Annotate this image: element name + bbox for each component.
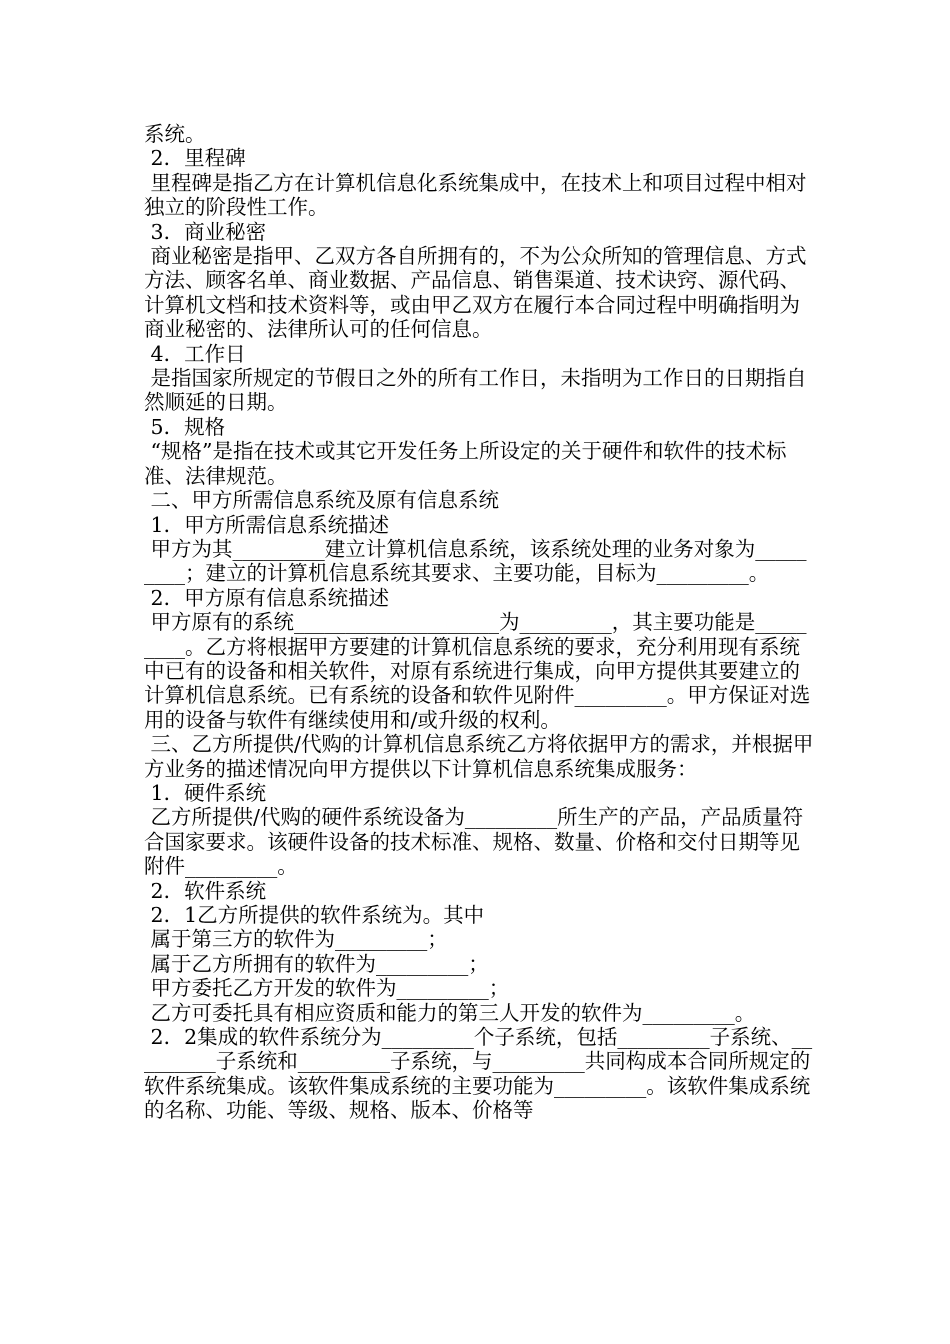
paragraph: 甲方委托乙方开发的软件为_________； xyxy=(144,976,510,1001)
chapter-heading: 二、甲方所需信息系统及原有信息系统 xyxy=(144,488,500,513)
paragraph: 乙方可委托具有相应资质和能力的第三人开发的软件为_________。 xyxy=(144,1000,756,1025)
paragraph: 2．1乙方所提供的软件系统为。其中 xyxy=(144,903,485,927)
paragraph: 里程碑是指乙方在计算机信息化系统集成中，在技术上和项目过程中相对独立的阶段性工作。 xyxy=(144,170,807,220)
paragraph: 属于乙方所拥有的软件为_________； xyxy=(144,951,489,976)
paragraph: 乙方所提供/代购的硬件系统设备为_________所生产的产品，产品质量符合国家要求。该硬件设备的技术标准、规格、数量、价格和交付日期等见附件_________。 xyxy=(144,805,804,879)
section-heading: 5．规格 xyxy=(144,414,226,439)
paragraph: 2．2集成的软件系统分为_________个子系统，包括_________子系统、_________子系统和_________子系统，与_________共同构成本合同所规定的软件系统集成。该软件集成系统的主要功能为_________。该软件集成系统的名称、功能、等级、规格、版本、价格等 xyxy=(144,1025,813,1123)
document-body xyxy=(144,122,816,1123)
paragraph: 甲方为其_________建立计算机信息系统，该系统处理的业务对象为_________；建立的计算机信息系统其要求、主要功能，目标为_________。 xyxy=(144,536,807,586)
paragraph: 是指国家所规定的节假日之外的所有工作日，未指明为工作日的日期指自然顺延的日期。 xyxy=(144,366,807,415)
section-heading: 4．工作日 xyxy=(144,341,246,366)
section-heading: 2．甲方原有信息系统描述 xyxy=(144,585,390,610)
paragraph: 商业秘密是指甲、乙双方各自所拥有的，不为公众所知的管理信息、方式方法、顾客名单、商业数据、产品信息、销售渠道、技术诀窍、源代码、计算机文档和技术资料等，或由甲乙双方在履行本合同过程中明确指明为商业秘密的、法律所认可的任何信息。 xyxy=(144,244,807,342)
chapter-heading: 三、乙方所提供/代购的计算机信息系统乙方将依据甲方的需求，并根据甲方业务的描述情况向甲方提供以下计算机信息系统集成服务： xyxy=(144,732,814,781)
section-heading: 3．商业秘密 xyxy=(144,219,267,244)
paragraph: 甲方原有的系统____________________为_________，其主要功能是_________。乙方将根据甲方要建的计算机信息系统的要求，充分利用现有系统中已有的设备和相关软件，对原有系统进行集成，向甲方提供其要建立的计算机信息系统。已有系统的设备和软件见附件_________。甲方保证对选用的设备与软件有继续使用和/或升级的权利。 xyxy=(144,610,811,732)
paragraph: 系统。 xyxy=(144,122,206,146)
paragraph: 属于第三方的软件为_________； xyxy=(144,927,448,952)
section-heading: 2．里程碑 xyxy=(144,146,246,171)
paragraph: “规格”是指在技术或其它开发任务上所设定的关于硬件和软件的技术标准、法律规范。 xyxy=(144,439,787,488)
section-heading: 1．硬件系统 xyxy=(144,780,267,805)
section-heading: 2．软件系统 xyxy=(144,878,267,903)
section-heading: 1．甲方所需信息系统描述 xyxy=(144,512,390,537)
